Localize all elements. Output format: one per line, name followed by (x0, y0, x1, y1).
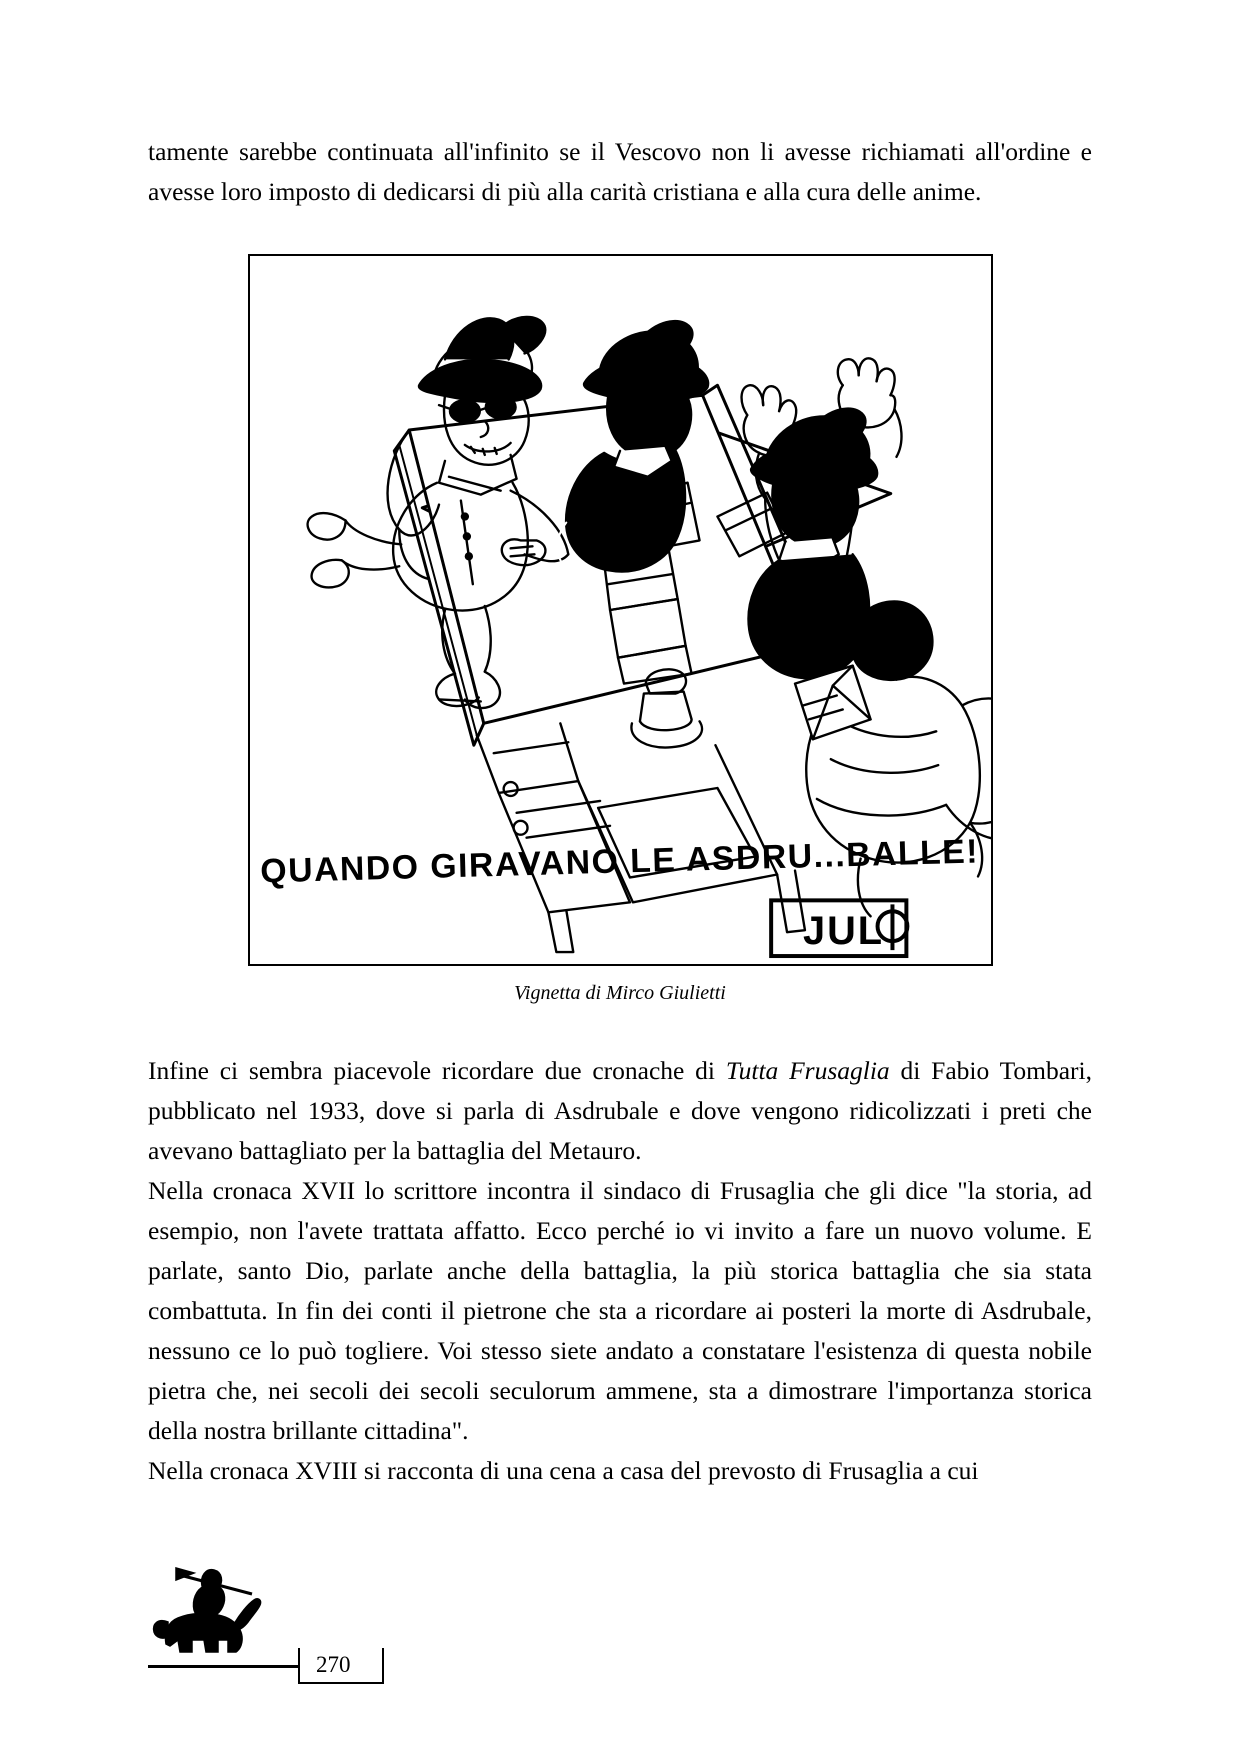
cartoon-illustration (248, 254, 993, 966)
svg-text:JUL: JUL (802, 909, 884, 954)
cartoon-drawing (250, 256, 991, 964)
paragraph-1-part-b: di Fabio Tombari, pubblicato nel 1933, dove si parla di Asdrubale e dove vengono ridicolizzati i preti che avevano battagliato per la battaglia del Metauro. (148, 1056, 1092, 1165)
paragraphs-after-figure (148, 1051, 1092, 1491)
figure-caption: Vignetta di Mirco Giulietti (514, 982, 726, 1004)
paragraph-1 (148, 1051, 1092, 1171)
figure (148, 254, 1092, 1005)
page-number: 270 (316, 1652, 351, 1677)
paragraph-top: tamente sarebbe continuata all'infinito se il Vescovo non li avesse richiamati all'ordine e avesse loro imposto di dedicarsi di più alla carità cristiana e alla cura delle anime. (148, 137, 1092, 206)
paragraph-3: Nella cronaca XVIII si racconta di una cena a casa del prevosto di Frusaglia a cui (148, 1456, 979, 1485)
knight-on-horse-emblem (148, 1560, 268, 1664)
cartoon-caption-text: QUANDO GIRAVANO LE ASDRU...BALLE! (259, 832, 980, 891)
book-title-italic: Tutta Frusaglia (725, 1056, 890, 1085)
footer-divider (148, 1665, 298, 1668)
page-footer (148, 1560, 448, 1690)
paragraph-1-part-a: Infine ci sembra piacevole ricordare due cronache di (148, 1056, 726, 1085)
page-content (148, 132, 1092, 1491)
paragraph-2: Nella cronaca XVII lo scrittore incontra il sindaco di Frusaglia che gli dice "la storia, ad esempio, non l'avete trattata affatto. Ecco perché io vi invito a fare un nuovo volume. E parlate, santo Dio, parlate anche della battaglia, la più storica battaglia che sia stata combattuta. In fin dei conti il pietrone che sta a ricordare ai posteri la morte di Asdrubale, nessuno ce lo può togliere. Voi stesso siete andato a constatare l'esistenza di questa nobile pietra che, nei secoli dei secoli seculorum ammene, sta a dimostrare l'importanza storica della nostra brillante cittadina". (148, 1176, 1092, 1445)
